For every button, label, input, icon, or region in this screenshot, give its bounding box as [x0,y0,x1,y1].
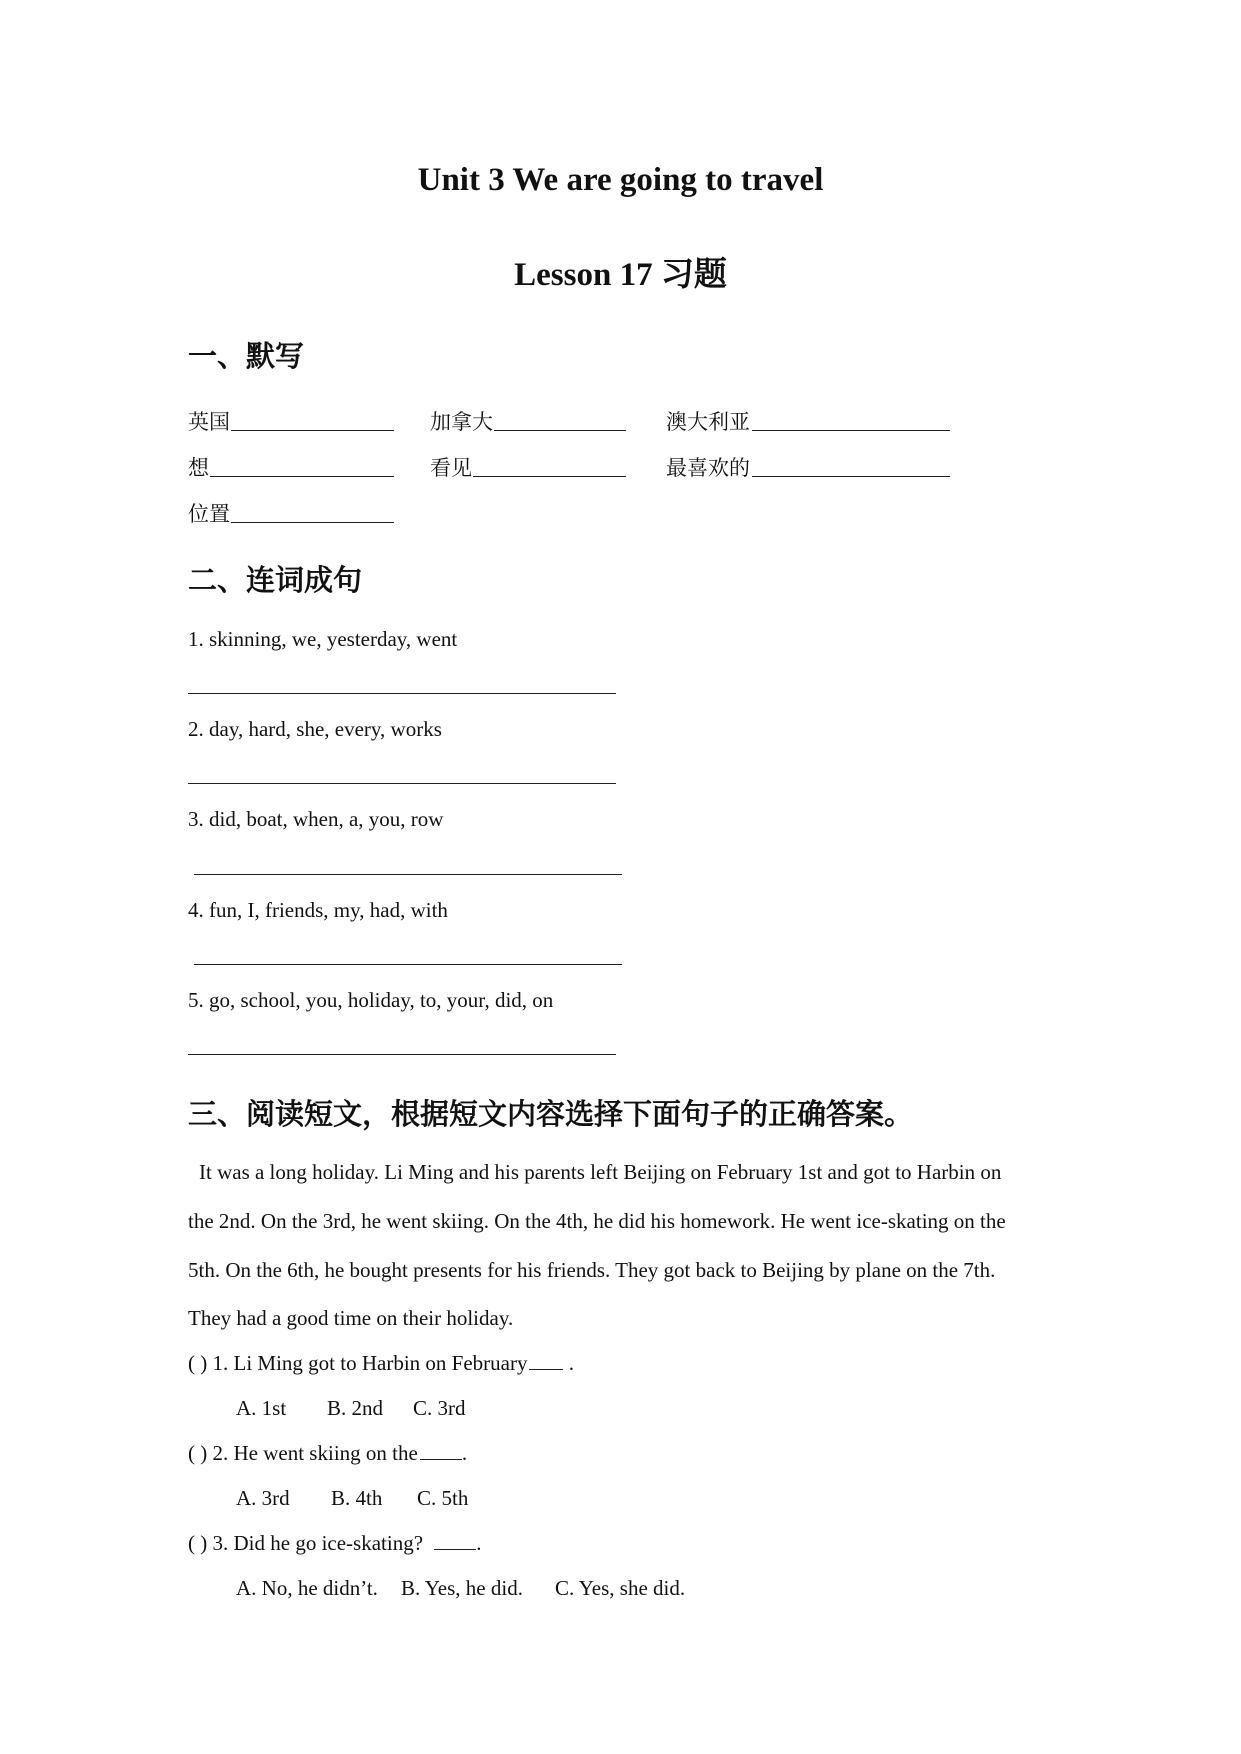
question-3-option-b[interactable]: B. Yes, he did. [401,1576,523,1600]
answer-bracket[interactable]: ( ) [188,1351,208,1375]
worksheet-title: Unit 3 We are going to travel [417,162,824,198]
question-text: 3. Did he go ice-skating? [212,1531,424,1555]
dictation-blank-see[interactable] [473,476,626,477]
lesson-title: Lesson 17 习题 [514,257,727,293]
answer-bracket[interactable]: ( ) [188,1441,208,1465]
dictation-label-see: 看见 [430,456,472,480]
answer-blank[interactable] [529,1351,563,1370]
dictation-label-position: 位置 [188,502,230,526]
question-3-option-a[interactable]: A. No, he didn’t. [236,1576,378,1600]
sentence-prompt-1: 1. skinning, we, yesterday, went [188,627,458,651]
question-1 [188,1351,574,1376]
dictation-blank-britain[interactable] [231,430,394,431]
question-2-option-c[interactable]: C. 5th [417,1486,469,1510]
passage-line-1: It was a long holiday. Li Ming and his parents left Beijing on February 1st and got to Harbin on [199,1160,1002,1184]
answer-blank[interactable] [420,1441,462,1460]
passage-line-4: They had a good time on their holiday. [188,1306,514,1330]
dictation-blank-want[interactable] [210,476,394,477]
sentence-answer-line-5[interactable] [188,1054,616,1055]
dictation-label-favourite: 最喜欢的 [666,456,750,480]
question-3 [188,1531,482,1556]
dictation-blank-position[interactable] [231,522,394,523]
sentence-prompt-3: 3. did, boat, when, a, you, row [188,807,444,831]
dictation-blank-canada[interactable] [494,430,626,431]
section-2-heading: 二、连词成句 [188,565,363,597]
dictation-blank-australia[interactable] [752,430,950,431]
sentence-prompt-5: 5. go, school, you, holiday, to, your, did, on [188,988,554,1012]
question-1-option-b[interactable]: B. 2nd [327,1396,384,1420]
section-3-heading: 三、阅读短文，根据短文内容选择下面句子的正确答案。 [188,1099,914,1131]
sentence-answer-line-4[interactable] [194,964,622,965]
question-2-option-b[interactable]: B. 4th [331,1486,383,1510]
question-tail: . [461,1441,468,1465]
passage-line-2: the 2nd. On the 3rd, he went skiing. On the 4th, he did his homework. He went ice-skating on the [188,1209,1006,1233]
question-text: 1. Li Ming got to Harbin on February [212,1351,528,1375]
sentence-answer-line-1[interactable] [188,693,616,694]
answer-blank[interactable] [434,1531,476,1550]
dictation-label-britain: 英国 [188,410,230,434]
sentence-prompt-2: 2. day, hard, she, every, works [188,717,442,741]
passage-line-3: 5th. On the 6th, he bought presents for his friends. They got back to Beijing by plane on the 7th. [188,1258,996,1282]
dictation-label-australia: 澳大利亚 [666,410,750,434]
question-text: 2. He went skiing on the [212,1441,418,1465]
dictation-label-canada: 加拿大 [430,410,493,434]
sentence-answer-line-2[interactable] [188,783,616,784]
sentence-prompt-4: 4. fun, I, friends, my, had, with [188,898,448,922]
question-1-option-a[interactable]: A. 1st [236,1396,287,1420]
question-tail: . [568,1351,574,1375]
question-3-option-c[interactable]: C. Yes, she did. [555,1576,686,1600]
dictation-label-want: 想 [188,456,209,480]
sentence-answer-line-3[interactable] [194,874,622,875]
answer-bracket[interactable]: ( ) [188,1531,208,1555]
question-tail: . [476,1531,482,1555]
dictation-blank-favourite[interactable] [752,476,950,477]
section-1-heading: 一、默写 [188,341,305,373]
question-2 [188,1441,467,1466]
question-2-option-a[interactable]: A. 3rd [236,1486,290,1510]
question-1-option-c[interactable]: C. 3rd [413,1396,466,1420]
